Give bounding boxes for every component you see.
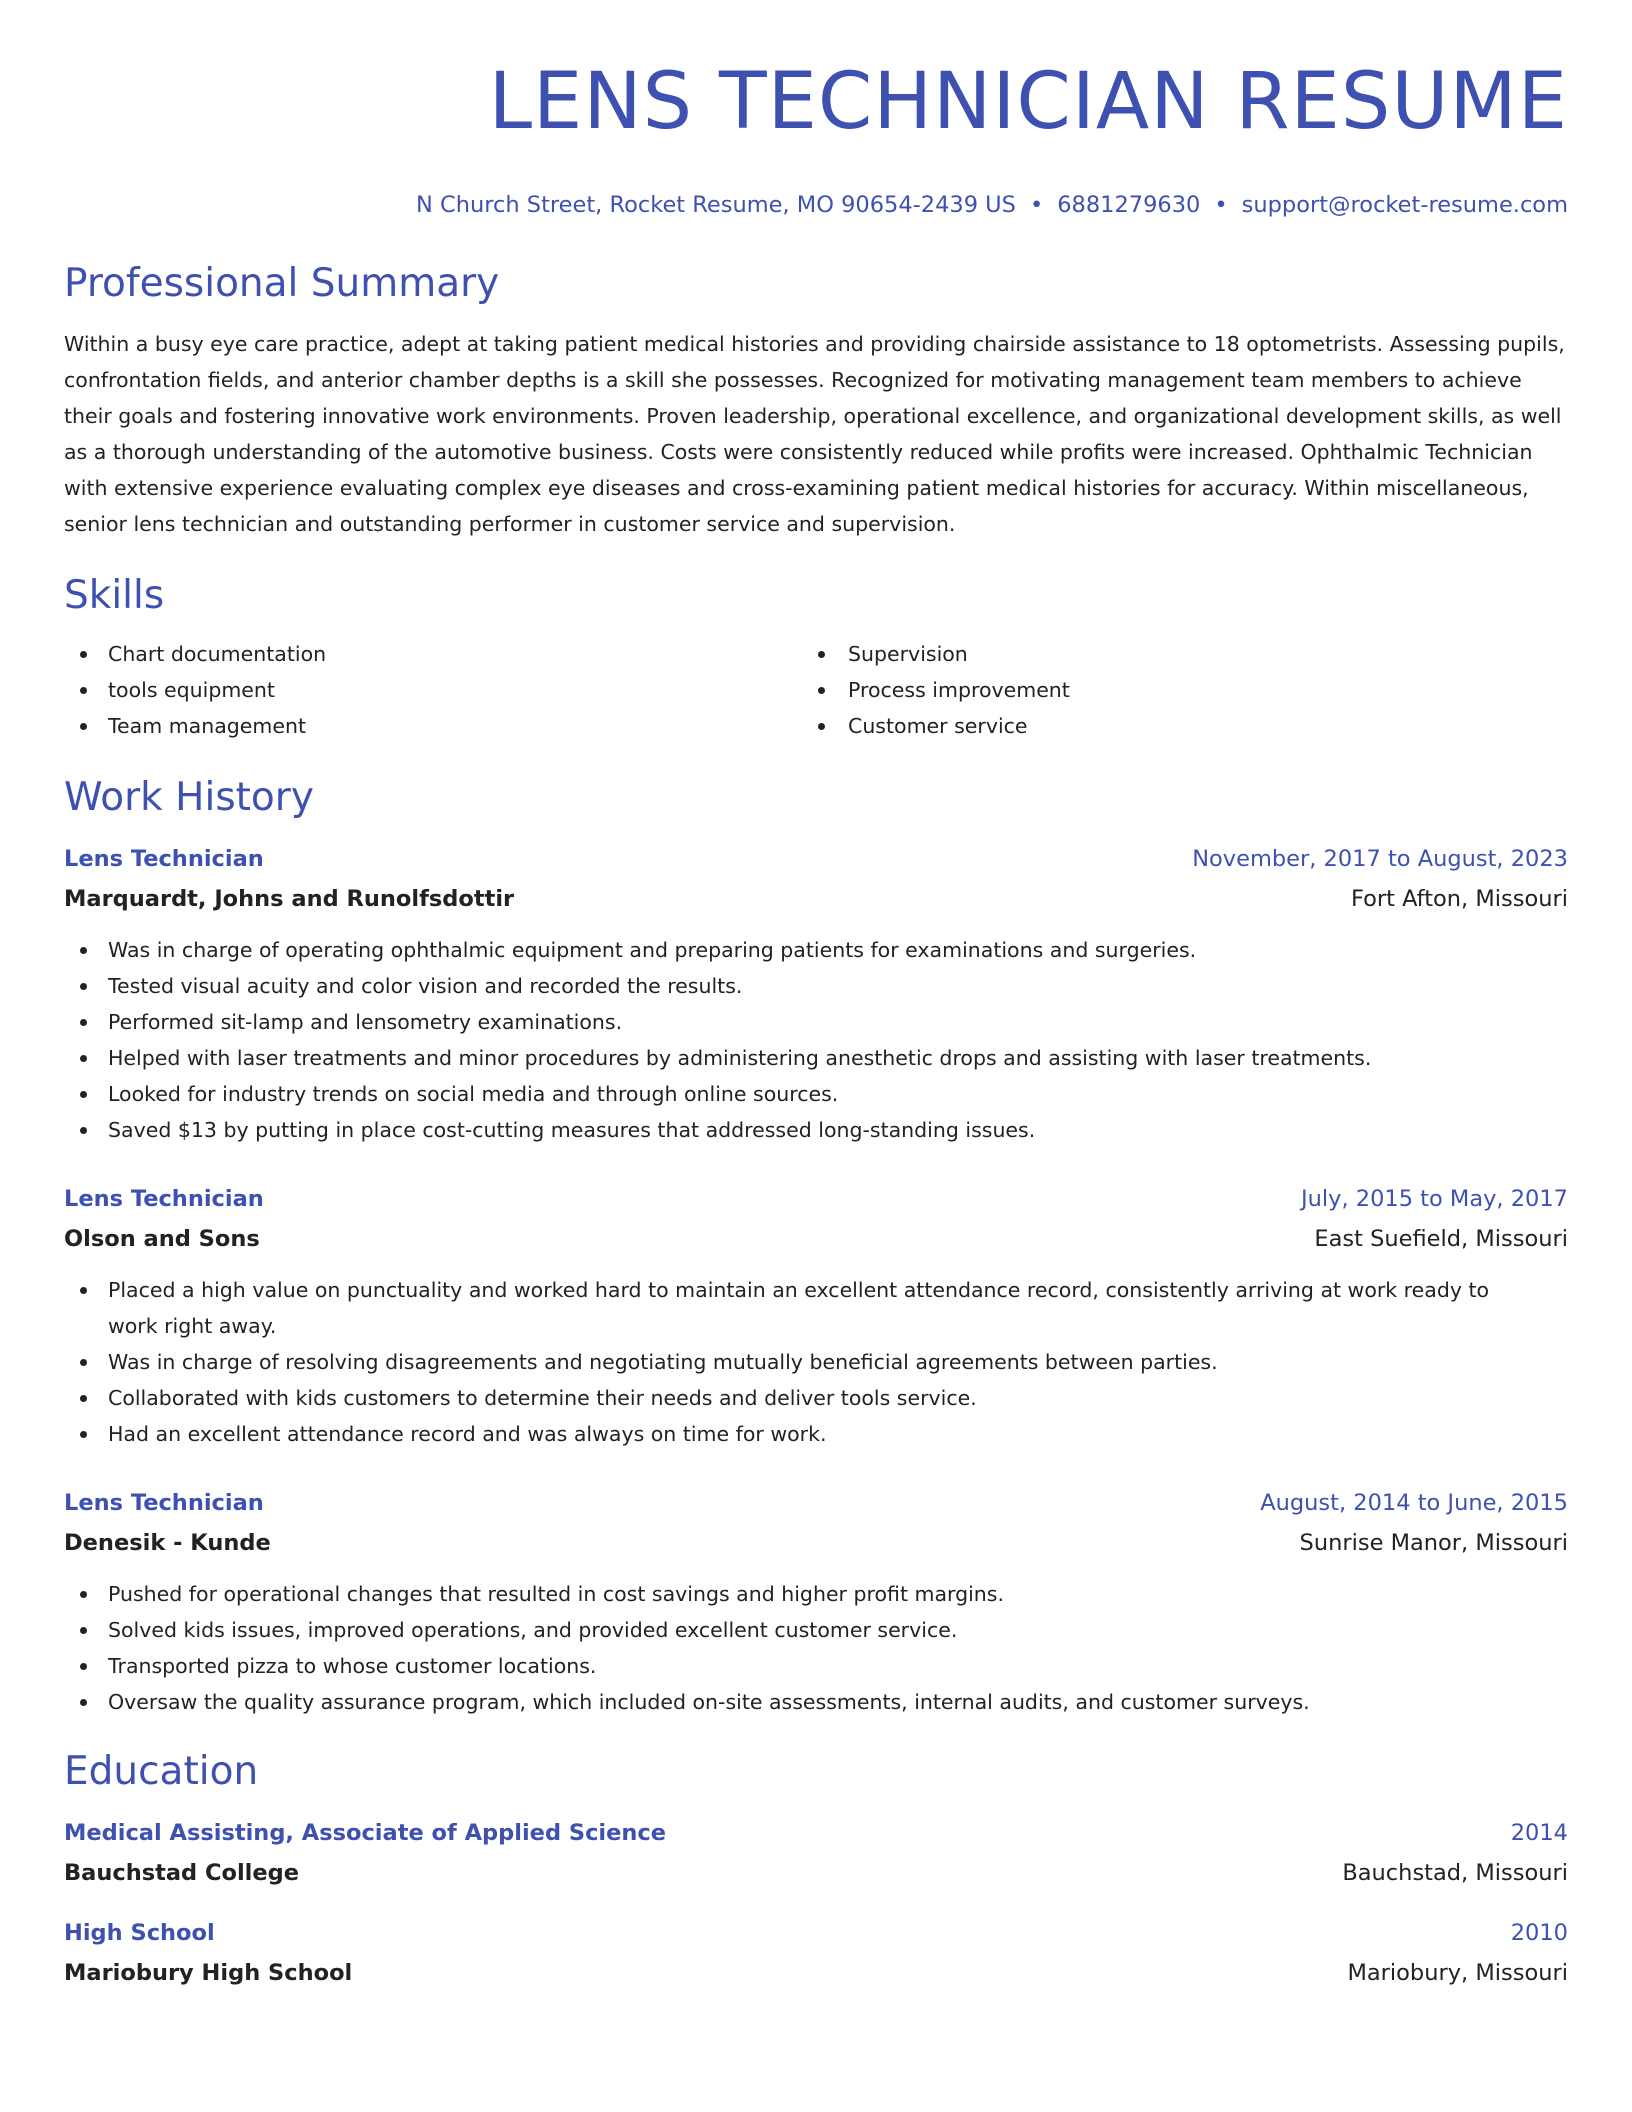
education-section <box>64 1748 1568 1988</box>
education-degree: Medical Assisting, Associate of Applied Science <box>64 1820 667 1846</box>
resume-title: LENS TECHNICIAN RESUME <box>488 57 1568 147</box>
contact-phone: 6881279630 <box>1057 192 1201 218</box>
job-company: Marquardt, Johns and Runolfsdottir <box>64 886 515 912</box>
education-entry <box>64 1818 1568 1888</box>
job-entry <box>64 844 1568 1148</box>
section-title-skills: Skills <box>64 573 165 618</box>
skill-item: Customer service <box>816 708 1568 744</box>
summary-text: Within a busy eye care practice, adept at taking patient medical histories and providing chairside assistance to 18 optometrists. Assessing pupils, confrontation fields, and anterior chamber depths is a skill she possesses. Recognized for motivating management team members to achieve their goals and fostering innovative work environments. Proven leadership, operational excellence, and organizational development skills, as well as a thorough understanding of the automotive business. Costs were consistently reduced while profits were increased. Ophthalmic Technician with extensive experience evaluating complex eye diseases and cross-examining patient medical histories for accuracy. Within miscellaneous, senior lens technician and outstanding performer in customer service and supervision. <box>64 332 1565 536</box>
contact-address: N Church Street, Rocket Resume, MO 90654-2439 US <box>416 192 1016 218</box>
job-employer-row <box>64 1224 1568 1254</box>
education-location: Bauchstad, Missouri <box>1342 1860 1568 1886</box>
job-dates: August, 2014 to June, 2015 <box>1260 1490 1568 1516</box>
education-school-row <box>64 1958 1568 1988</box>
job-dates: July, 2015 to May, 2017 <box>1300 1186 1568 1212</box>
section-title-education: Education <box>64 1749 259 1794</box>
section-title-summary: Professional Summary <box>64 261 500 306</box>
job-bullet: Pushed for operational changes that resulted in cost savings and higher profit margins. <box>64 1576 1568 1612</box>
contact-separator: • <box>1029 192 1044 218</box>
education-degree: High School <box>64 1920 215 1946</box>
job-location: East Suefield, Missouri <box>1314 1226 1568 1252</box>
skill-item: Team management <box>64 708 816 744</box>
job-title: Lens Technician <box>64 1186 264 1212</box>
job-bullet: Solved kids issues, improved operations, and provided excellent customer service. <box>64 1612 1568 1648</box>
education-location: Mariobury, Missouri <box>1347 1960 1568 1986</box>
education-entry <box>64 1918 1568 1988</box>
job-bullets <box>64 1576 1568 1720</box>
job-location: Fort Afton, Missouri <box>1350 886 1568 912</box>
education-school: Mariobury High School <box>64 1960 353 1986</box>
professional-summary-section <box>64 260 1568 542</box>
job-header-row <box>64 1184 1568 1214</box>
contact-line <box>64 190 1568 220</box>
job-bullet: Saved $13 by putting in place cost-cutting measures that addressed long-standing issues. <box>64 1112 1568 1148</box>
skills-column-left <box>64 636 816 744</box>
education-header-row <box>64 1918 1568 1948</box>
skills-grid <box>64 636 1568 744</box>
job-dates: November, 2017 to August, 2023 <box>1192 846 1568 872</box>
job-company: Olson and Sons <box>64 1226 260 1252</box>
section-title-work-history: Work History <box>64 775 314 820</box>
job-entry <box>64 1488 1568 1720</box>
skill-item: Chart documentation <box>64 636 816 672</box>
job-bullet: Tested visual acuity and color vision and recorded the results. <box>64 968 1568 1004</box>
job-company: Denesik - Kunde <box>64 1530 271 1556</box>
skill-item: Supervision <box>816 636 1568 672</box>
education-school: Bauchstad College <box>64 1860 299 1886</box>
job-bullet: Collaborated with kids customers to determine their needs and deliver tools service. <box>64 1380 1568 1416</box>
skill-item: tools equipment <box>64 672 816 708</box>
education-school-row <box>64 1858 1568 1888</box>
job-title: Lens Technician <box>64 846 264 872</box>
job-bullet: Was in charge of operating ophthalmic equipment and preparing patients for examinations and surgeries. <box>64 932 1568 968</box>
job-header-row <box>64 844 1568 874</box>
education-header-row <box>64 1818 1568 1848</box>
job-bullet: Helped with laser treatments and minor procedures by administering anesthetic drops and assisting with laser treatments. <box>64 1040 1568 1076</box>
education-year: 2010 <box>1510 1920 1568 1946</box>
skill-item: Process improvement <box>816 672 1568 708</box>
resume-header <box>64 0 1568 220</box>
job-bullet: Was in charge of resolving disagreements and negotiating mutually beneficial agreements between parties. <box>64 1344 1568 1380</box>
job-bullets <box>64 1272 1568 1452</box>
work-history-section <box>64 774 1568 1720</box>
job-bullet: Had an excellent attendance record and was always on time for work. <box>64 1416 1568 1452</box>
job-bullet: Placed a high value on punctuality and worked hard to maintain an excellent attendance record, consistently arriving at work ready to work right away. <box>64 1272 1568 1344</box>
job-header-row <box>64 1488 1568 1518</box>
education-year: 2014 <box>1510 1820 1568 1846</box>
contact-email: support@rocket-resume.com <box>1241 192 1568 218</box>
job-employer-row <box>64 884 1568 914</box>
job-entry <box>64 1184 1568 1452</box>
job-employer-row <box>64 1528 1568 1558</box>
job-bullet: Looked for industry trends on social media and through online sources. <box>64 1076 1568 1112</box>
job-bullet: Performed sit-lamp and lensometry examinations. <box>64 1004 1568 1040</box>
contact-separator: • <box>1214 192 1228 218</box>
job-bullet: Transported pizza to whose customer locations. <box>64 1648 1568 1684</box>
job-location: Sunrise Manor, Missouri <box>1299 1530 1568 1556</box>
job-bullets <box>64 932 1568 1148</box>
job-title: Lens Technician <box>64 1490 264 1516</box>
job-bullet: Oversaw the quality assurance program, which included on-site assessments, internal audits, and customer surveys. <box>64 1684 1568 1720</box>
skills-column-right <box>816 636 1568 744</box>
skills-section <box>64 572 1568 744</box>
